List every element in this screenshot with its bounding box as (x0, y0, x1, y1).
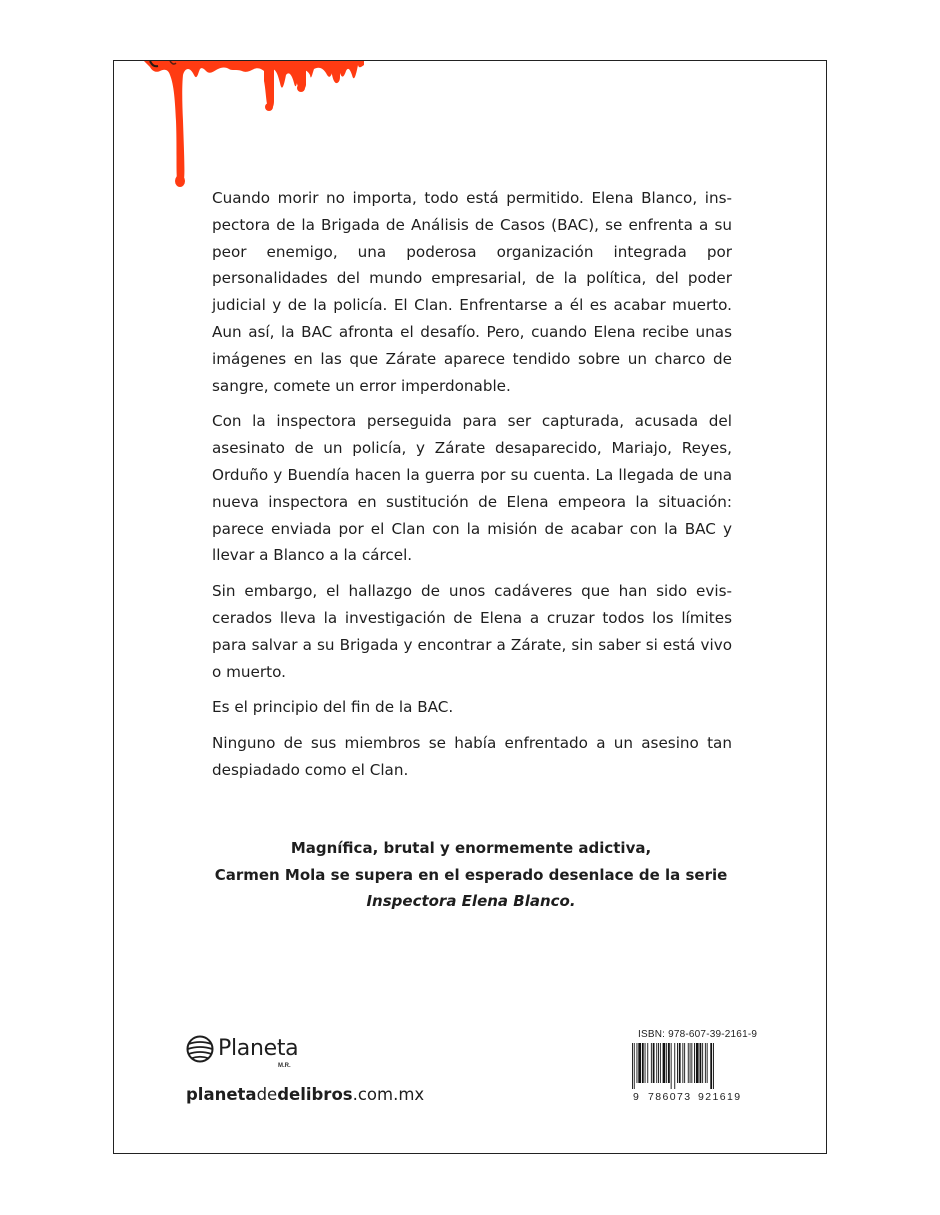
barcode-bar (642, 1043, 644, 1083)
barcode-bar (694, 1043, 695, 1083)
website-part-de: de (256, 1085, 278, 1104)
barcode-bar (660, 1043, 661, 1083)
trademark-mark: M.R. (278, 1063, 291, 1069)
barcode-bar (690, 1043, 691, 1083)
barcode-bar (634, 1043, 635, 1089)
series-title: Inspectora Elena Blanco. (366, 892, 576, 910)
barcode-bar (710, 1043, 712, 1089)
tagline-line-2: Carmen Mola se supera en el esperado desenlace de la serie (214, 865, 728, 884)
back-cover (113, 60, 827, 1154)
barcode-bar (696, 1043, 699, 1083)
blood-drips-illustration (114, 61, 374, 201)
barcode-bar (637, 1043, 638, 1083)
barcode-bar (691, 1043, 692, 1083)
barcode-bar (688, 1043, 689, 1083)
review-tagline (174, 835, 768, 915)
barcode-bar (671, 1043, 672, 1089)
barcode-bar (658, 1043, 659, 1083)
website-part-planeta: planeta (186, 1085, 257, 1104)
synopsis-paragraph-4: Es el principio del fin de la BAC. (212, 698, 454, 717)
barcode-bar (707, 1043, 708, 1083)
tagline-line-1: Magnífica, brutal y enormemente adictiva, (290, 839, 652, 857)
barcode-bar (684, 1043, 685, 1083)
barcode-bar (674, 1043, 675, 1089)
website-part-libros: delibros (277, 1085, 353, 1104)
barcode-bar (647, 1043, 648, 1083)
publisher-website (186, 1085, 424, 1104)
barcode-bar (677, 1043, 678, 1083)
barcode-bar (705, 1043, 706, 1083)
barcode-bar (679, 1043, 681, 1083)
barcode-bar (638, 1043, 641, 1083)
barcode-digits-left: 786073 (648, 1091, 692, 1103)
barcode-lead-digit: 9 (633, 1091, 641, 1103)
barcode-bar (713, 1043, 714, 1089)
barcode-bar (632, 1043, 633, 1089)
barcode-bar (702, 1043, 703, 1083)
barcode-bar (653, 1043, 655, 1083)
synopsis-paragraph-3: Sin embargo, el hallazgo de unos cadáveres que han sido eviscerados lleva la investigación de Elena a cruzar todos los límites para salvar a su Brigada y encontrar a Zárate, sin saber si está vivo o muerto. (212, 582, 732, 681)
synopsis-paragraph-2: Con la inspectora perseguida para ser capturada, acusada del asesinato de un policía, y Zárate desaparecido, Mariajo, Reyes, Orduño y Buendía hacen la guerra por su cuenta. La llegada de una nueva inspectora en sustitución de Elena empeora la situación: parece enviada por el Clan con la misión de acabar con la BAC y llevar a Blanco a la cárcel. (212, 412, 732, 565)
barcode-bar (656, 1043, 657, 1083)
barcode-bar (666, 1043, 667, 1083)
globe-icon (186, 1035, 214, 1063)
website-part-domain: .com.mx (352, 1085, 425, 1104)
isbn-label: ISBN: 978-607-39-2161-9 (638, 1029, 758, 1040)
barcode-bar (700, 1043, 702, 1083)
barcode-digits-right: 921619 (698, 1091, 742, 1103)
publisher-logo (186, 1035, 299, 1069)
barcode (630, 1043, 748, 1089)
barcode-bar (645, 1043, 646, 1083)
barcode-bar (682, 1043, 683, 1083)
synopsis (212, 185, 732, 793)
synopsis-paragraph-1: Cuando morir no importa, todo está permitido. Elena Blanco, inspectora de la Brigada de Análisis de Casos (BAC), se enfrenta a su peor enemigo, una poderosa organización integrada por personalidades del mundo empresarial, de la política, del poder judicial y de la policía. El Clan. Enfrentarse a él es acabar muerto. Aun así, la BAC afronta el desafío. Pero, cuando Elena recibe unas imágenes en las que Zárate aparece tendido sobre un charco de sangre, comete un error imperdonable. (212, 189, 732, 395)
publisher-name: Planeta (218, 1036, 299, 1061)
synopsis-paragraph-5: Ninguno de sus miembros se había enfrentado a un asesino tan despiadado como el Clan. (212, 734, 732, 779)
barcode-bar (668, 1043, 670, 1083)
barcode-bar (651, 1043, 652, 1083)
barcode-bar (663, 1043, 666, 1083)
